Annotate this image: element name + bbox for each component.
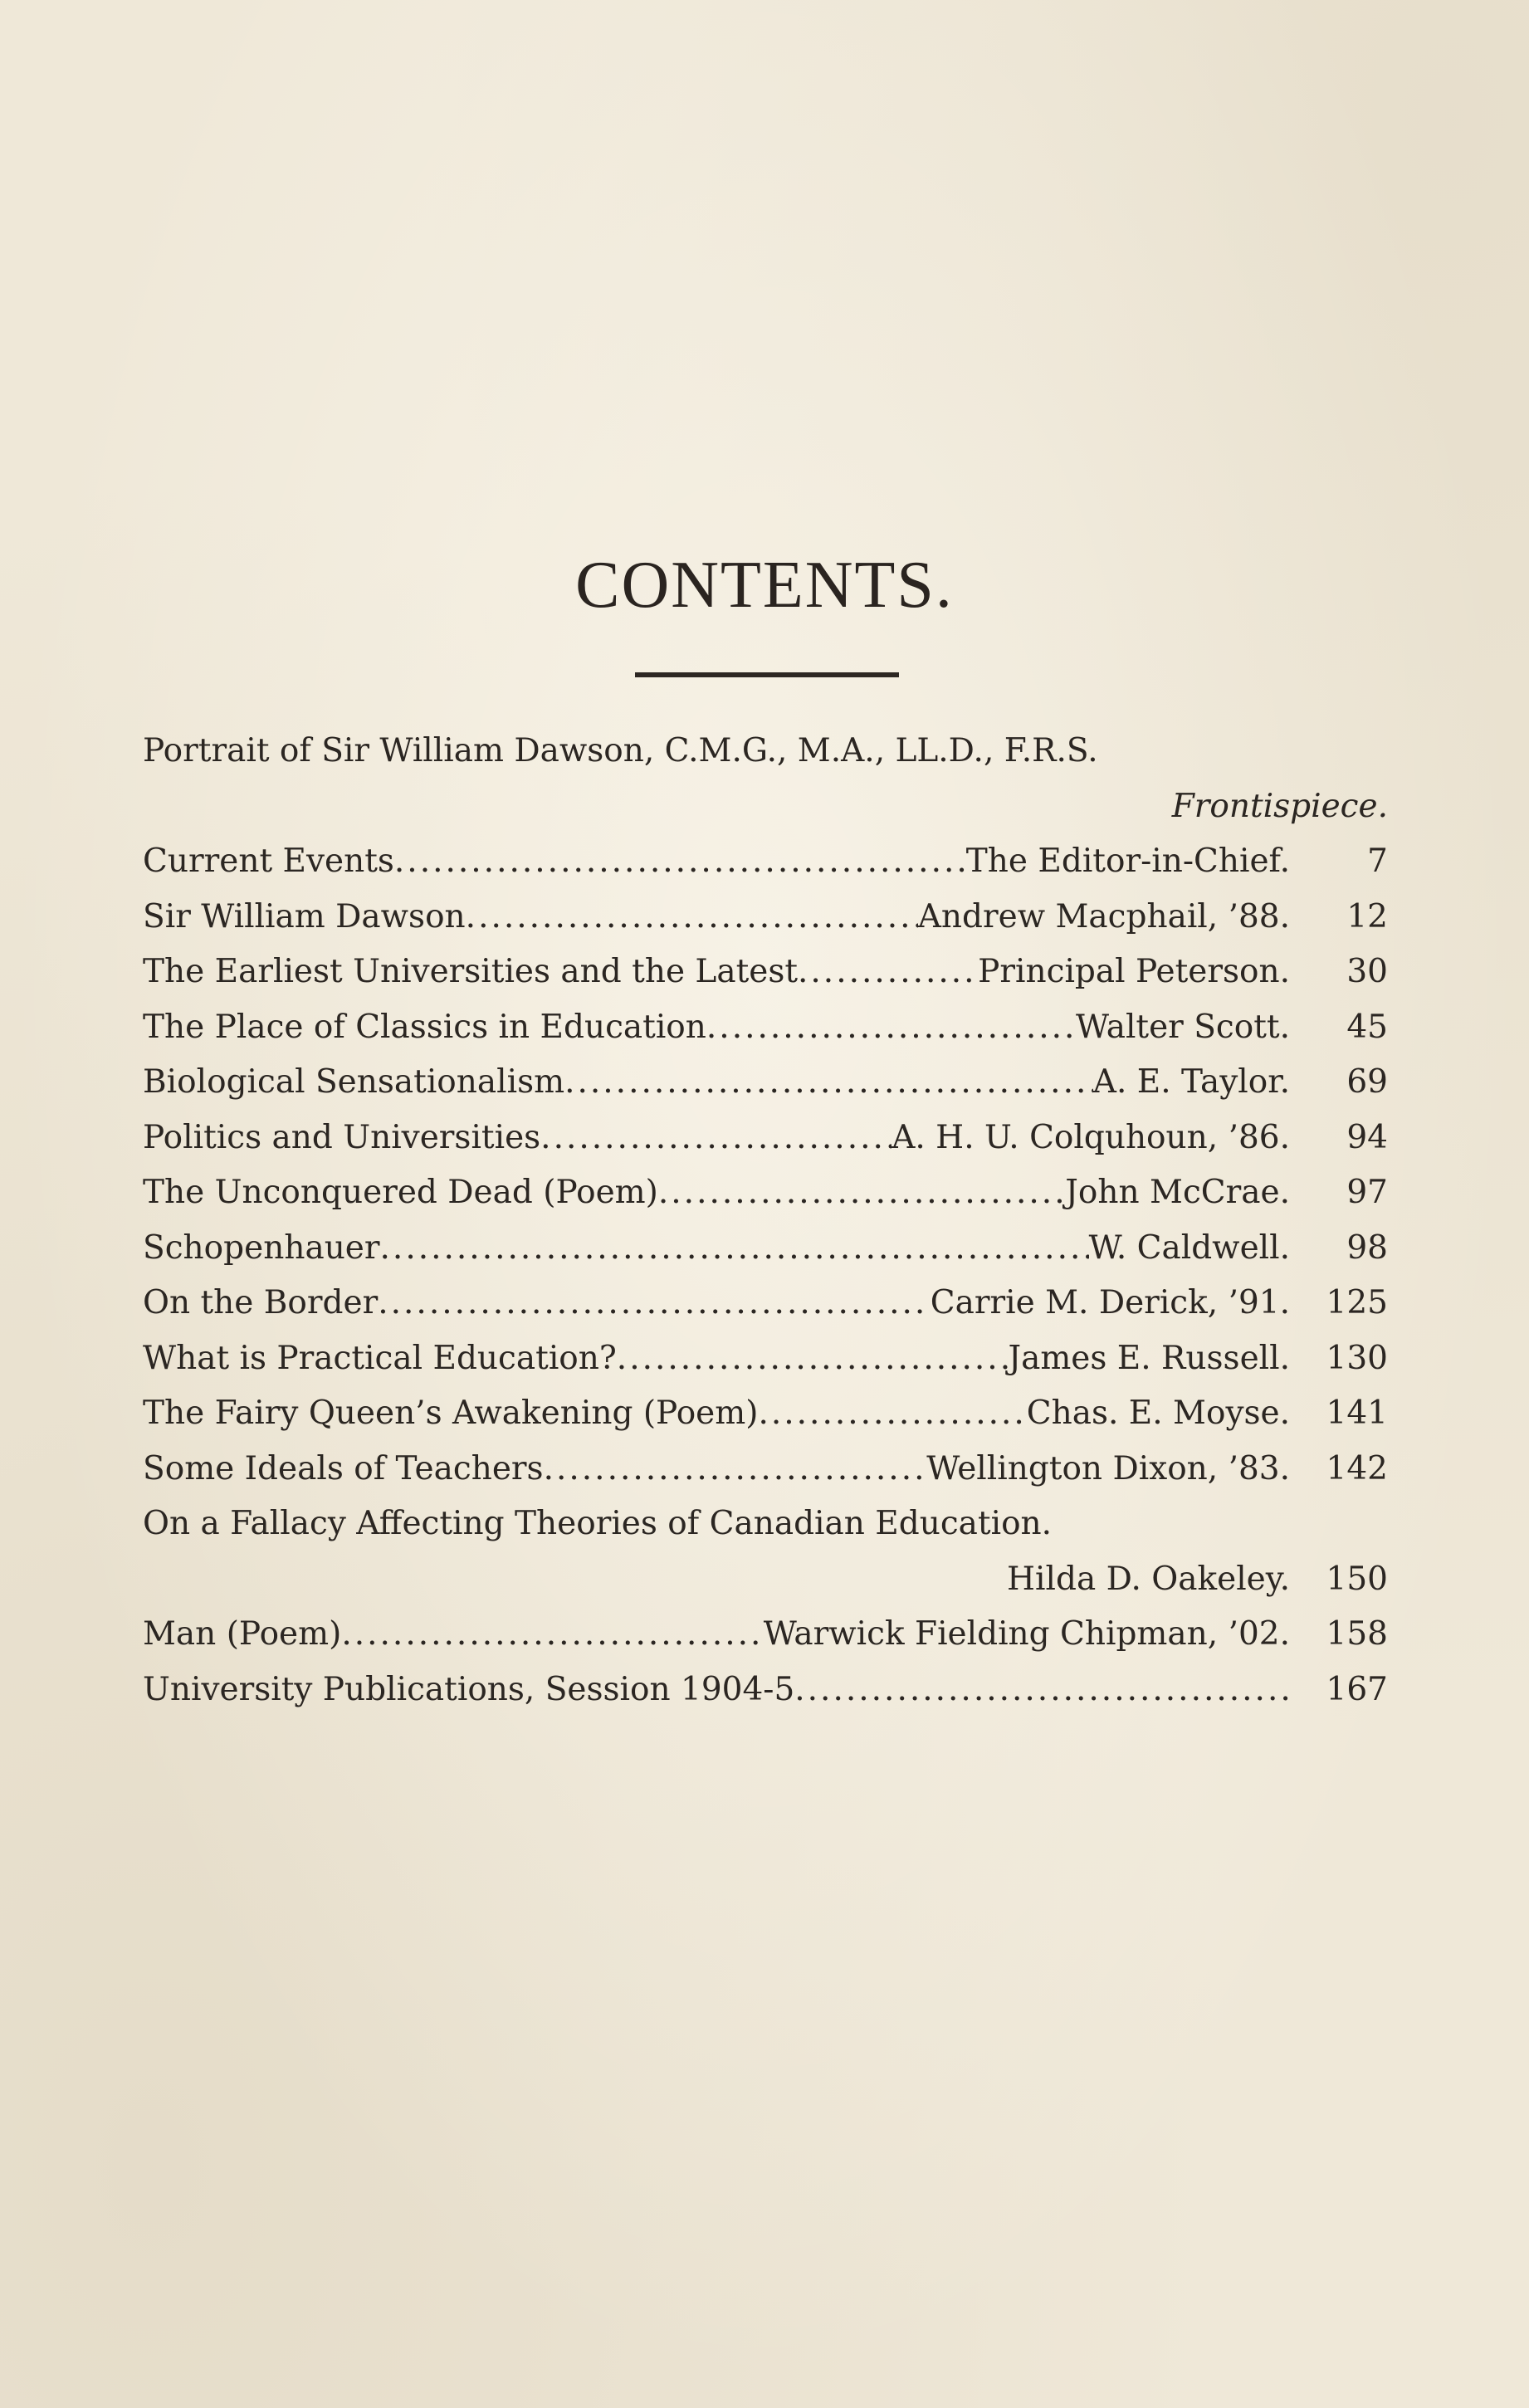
toc-entry — [143, 945, 1388, 1000]
toc-entry-title: Politics and Universities — [143, 1118, 541, 1156]
toc-entry-page: 94 — [1346, 1118, 1388, 1156]
toc-entry — [143, 1607, 1388, 1663]
toc-entry-page: 150 — [1326, 1560, 1388, 1598]
toc-entry-author: Carrie M. Derick, ’91. — [930, 1284, 1290, 1321]
toc-entry-page: 141 — [1326, 1394, 1388, 1432]
toc-entry-author: A. H. U. Colquhoun, ’86. — [892, 1118, 1290, 1156]
toc-entry-fallacy-author-row — [143, 1552, 1388, 1608]
toc-entry-author: Wellington Dixon, ’83. — [926, 1449, 1290, 1487]
toc-entry-page: 167 — [1326, 1670, 1388, 1708]
toc-entry — [143, 1111, 1388, 1166]
toc-entry-page: 30 — [1346, 953, 1388, 990]
toc-entry-title: Biological Sensationalism — [143, 1063, 565, 1101]
toc-entry — [143, 890, 1388, 945]
toc-entry-title: What is Practical Education? — [143, 1339, 617, 1377]
toc-entries — [143, 834, 1388, 1497]
toc-entry-page: 130 — [1326, 1339, 1388, 1377]
dot-leader — [706, 1000, 1076, 1056]
toc-entry — [143, 834, 1388, 890]
toc-entry-page: 142 — [1326, 1449, 1388, 1487]
frontispiece-entry — [143, 724, 1388, 779]
toc-entry — [143, 1055, 1388, 1111]
toc-entry — [143, 1000, 1388, 1056]
toc-entry-author: James E. Russell. — [1008, 1339, 1290, 1377]
frontispiece-label: Frontispiece. — [1171, 787, 1388, 825]
toc-final-entries — [143, 1607, 1388, 1717]
toc-entry-page: 69 — [1346, 1063, 1388, 1101]
toc-entry-title: The Unconquered Dead (Poem) — [143, 1174, 658, 1211]
toc-entry-page: 158 — [1326, 1615, 1388, 1653]
toc-entry-fallacy — [143, 1497, 1388, 1552]
toc-entry-page: 97 — [1346, 1174, 1388, 1211]
toc-entry — [143, 1165, 1388, 1221]
toc-entry-title: Some Ideals of Teachers — [143, 1449, 544, 1487]
toc-entry-page: 125 — [1326, 1284, 1388, 1321]
toc-entry — [143, 1331, 1388, 1387]
frontispiece-title: Portrait of Sir William Dawson, C.M.G., M.A., LL.D., F.R.S. — [143, 732, 1098, 769]
toc-entry-author: John McCrae. — [1065, 1174, 1290, 1211]
dot-leader — [466, 890, 918, 945]
table-of-contents — [143, 724, 1388, 1717]
dot-leader — [798, 945, 978, 1000]
toc-entry — [143, 1663, 1388, 1718]
toc-entry-author: W. Caldwell. — [1088, 1228, 1290, 1267]
toc-entry-page: 7 — [1367, 843, 1388, 880]
dot-leader — [380, 1221, 1089, 1277]
toc-entry — [143, 1221, 1388, 1277]
toc-entry-author: Andrew Macphail, ’88. — [917, 897, 1290, 935]
dot-leader — [540, 1111, 892, 1166]
dot-leader — [617, 1331, 1009, 1387]
dot-leader — [378, 1276, 931, 1331]
toc-entry-title: The Place of Classics in Education — [143, 1008, 706, 1046]
toc-entry-title: The Fairy Queen’s Awakening (Poem) — [143, 1394, 759, 1432]
dot-leader — [544, 1442, 927, 1497]
dot-leader — [564, 1055, 1093, 1111]
toc-entry-page: 12 — [1346, 897, 1388, 935]
toc-entry — [143, 1442, 1388, 1497]
toc-entry-title: Current Events — [143, 843, 394, 880]
toc-entry-author: Chas. E. Moyse. — [1026, 1394, 1290, 1432]
dot-leader — [341, 1607, 763, 1663]
toc-entry-title: The Earliest Universities and the Latest — [143, 953, 799, 990]
toc-entry-author: A. E. Taylor. — [1092, 1063, 1290, 1101]
frontispiece-label-row — [143, 779, 1388, 835]
toc-entry-title: On a Fallacy Affecting Theories of Canadian Education. — [143, 1505, 1053, 1542]
toc-entry-title: University Publications, Session 1904-5 — [143, 1670, 795, 1708]
toc-entry-author: Principal Peterson. — [978, 953, 1290, 990]
toc-entry-author: The Editor-in-Chief. — [965, 843, 1290, 880]
toc-entry-title: Man (Poem) — [143, 1615, 342, 1653]
toc-entry-page: 98 — [1346, 1228, 1388, 1267]
toc-entry-title: Schopenhauer — [143, 1228, 380, 1267]
toc-entry — [143, 1386, 1388, 1442]
toc-entry — [143, 1276, 1388, 1331]
toc-entry-author: Walter Scott. — [1076, 1008, 1290, 1046]
dot-leader — [658, 1165, 1065, 1221]
page-title: CONTENTS. — [575, 549, 954, 622]
toc-entry-page: 45 — [1346, 1008, 1388, 1046]
dot-leader — [394, 834, 966, 890]
toc-entry-title: Sir William Dawson — [143, 897, 466, 935]
dot-leader — [794, 1663, 1290, 1718]
toc-entry-author: Warwick Fielding Chipman, ’02. — [763, 1615, 1290, 1653]
title-rule — [635, 672, 899, 677]
toc-entry-author: Hilda D. Oakeley. — [1007, 1560, 1290, 1598]
toc-entry-title: On the Border — [143, 1284, 379, 1321]
dot-leader — [758, 1386, 1026, 1442]
